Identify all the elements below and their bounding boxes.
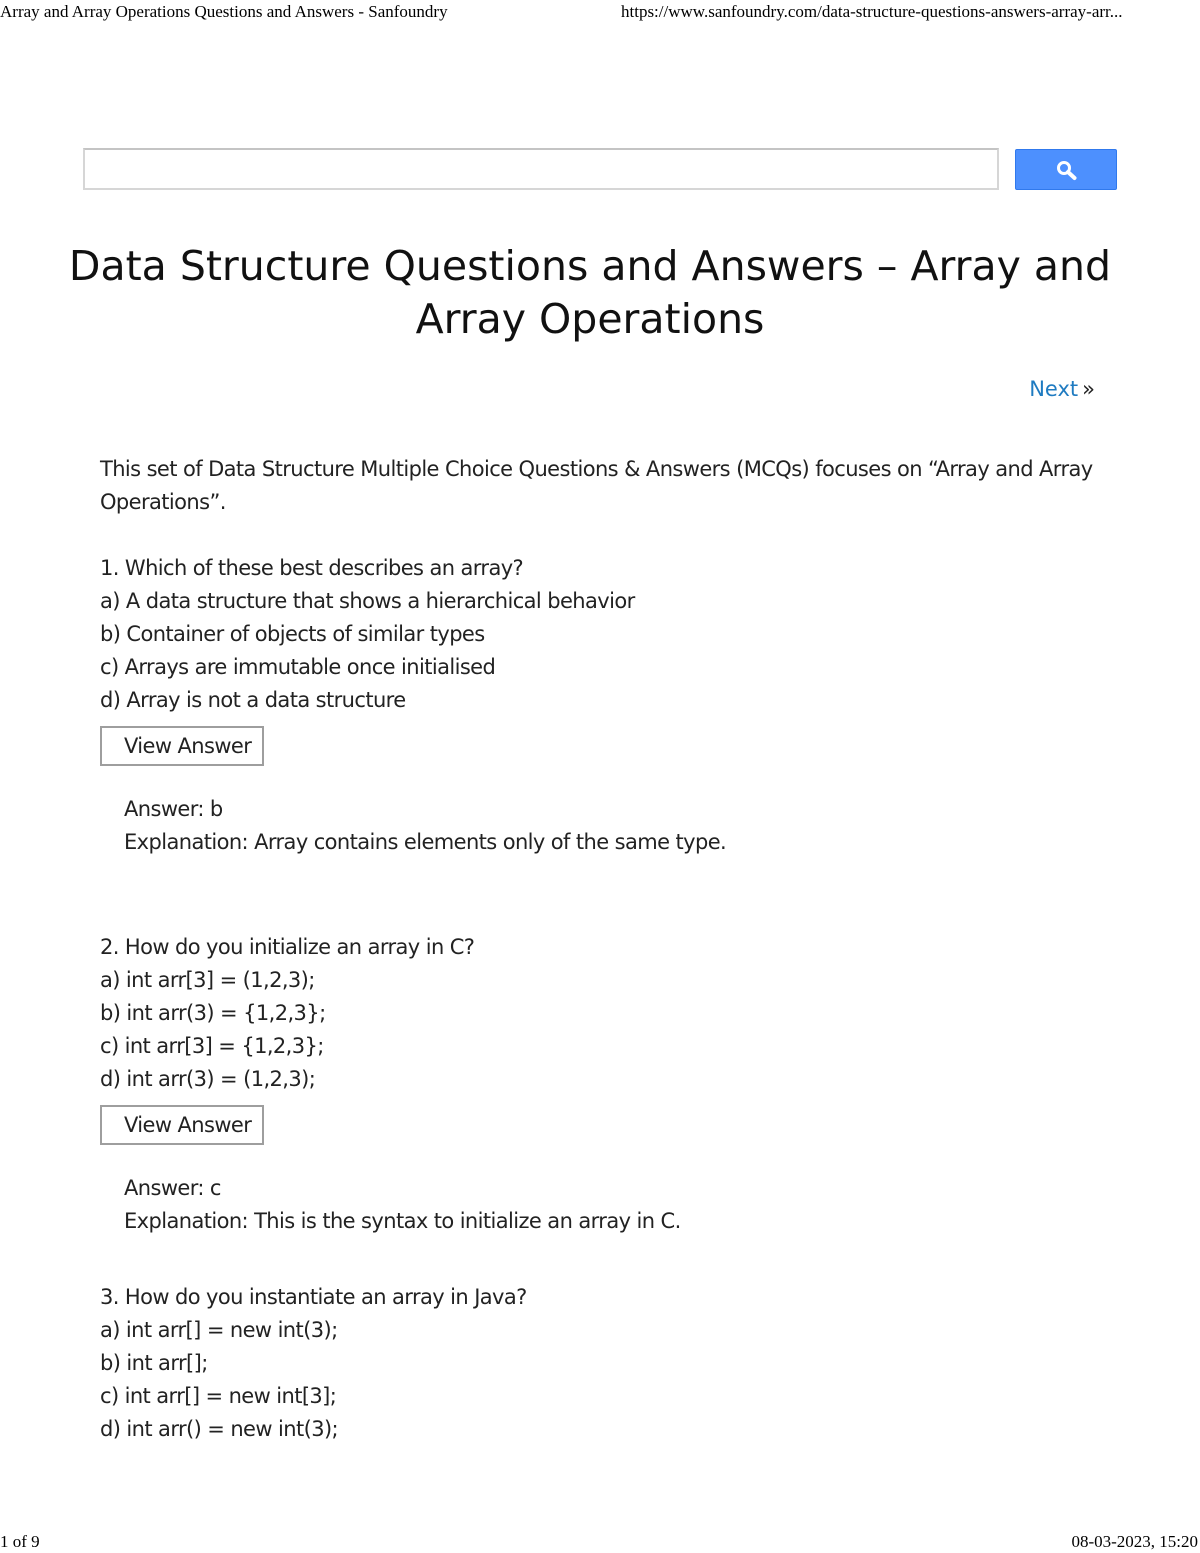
article-content <box>100 453 1100 1446</box>
option-c: c) int arr[3] = {1,2,3}; <box>100 1034 324 1058</box>
question-1 <box>100 552 1100 859</box>
option-a: a) int arr[3] = (1,2,3); <box>100 968 315 992</box>
search-button[interactable] <box>1015 149 1117 190</box>
next-link-label: Next <box>1029 377 1079 401</box>
print-datetime: 08-03-2023, 15:20 <box>1071 1532 1198 1551</box>
option-b: b) int arr[]; <box>100 1351 208 1375</box>
view-answer-button[interactable]: View Answer <box>100 726 264 766</box>
print-header-url: https://www.sanfoundry.com/data-structure-questions-answers-array-arr... <box>621 2 1123 21</box>
spacer <box>100 859 1100 931</box>
print-footer <box>0 1532 1200 1552</box>
explanation-text: Explanation: Array contains elements only of the same type. <box>124 830 727 854</box>
search-input[interactable] <box>83 148 999 190</box>
option-d: d) Array is not a data structure <box>100 688 406 712</box>
view-answer-button[interactable]: View Answer <box>100 1105 264 1145</box>
answer-box <box>124 793 1100 859</box>
question-2 <box>100 931 1100 1238</box>
option-a: a) int arr[] = new int(3); <box>100 1318 338 1342</box>
option-d: d) int arr(3) = (1,2,3); <box>100 1067 316 1091</box>
print-header-title: Array and Array Operations Questions and Answers - Sanfoundry <box>0 2 448 21</box>
answer-text: Answer: b <box>124 797 223 821</box>
answer-text: Answer: c <box>124 1176 221 1200</box>
option-c: c) int arr[] = new int[3]; <box>100 1384 337 1408</box>
option-b: b) Container of objects of similar types <box>100 622 485 646</box>
question-3 <box>100 1281 1100 1446</box>
question-text: 2. How do you initialize an array in C? <box>100 935 475 959</box>
question-text: 3. How do you instantiate an array in Java? <box>100 1285 527 1309</box>
spacer <box>100 1238 1100 1281</box>
option-c: c) Arrays are immutable once initialised <box>100 655 496 679</box>
next-link[interactable] <box>1029 377 1095 401</box>
explanation-text: Explanation: This is the syntax to initialize an array in C. <box>124 1209 681 1233</box>
answer-box <box>124 1172 1100 1238</box>
page-title: Data Structure Questions and Answers – Array and Array Operations <box>68 242 1112 343</box>
print-header <box>0 2 1200 24</box>
page-number: 1 of 9 <box>0 1532 40 1551</box>
search-icon <box>1056 160 1078 181</box>
intro-text: This set of Data Structure Multiple Choice Questions & Answers (MCQs) focuses on “Array and Array Operations”. <box>100 457 1093 514</box>
next-arrow-icon: » <box>1082 377 1095 401</box>
question-text: 1. Which of these best describes an array? <box>100 556 524 580</box>
option-d: d) int arr() = new int(3); <box>100 1417 339 1441</box>
option-a: a) A data structure that shows a hierarchical behavior <box>100 589 635 613</box>
option-b: b) int arr(3) = {1,2,3}; <box>100 1001 326 1025</box>
